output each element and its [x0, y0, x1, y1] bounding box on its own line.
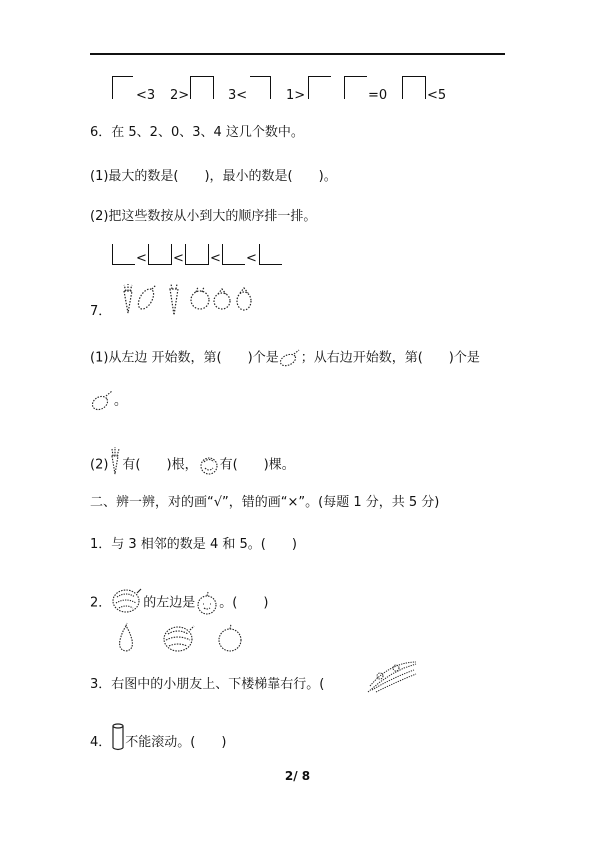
- compare-text: =0: [368, 88, 388, 103]
- ordering-blank[interactable]: [112, 244, 135, 265]
- top-rule: [90, 53, 505, 55]
- answer-box[interactable]: [344, 76, 367, 99]
- question-6-part-1: (1)最大的数是( )，最小的数是( )。: [90, 169, 337, 184]
- ordering-blank[interactable]: [148, 244, 172, 265]
- ordering-blank[interactable]: [185, 244, 209, 265]
- compare-text: <3: [136, 88, 156, 103]
- cabbage-icon: [198, 454, 220, 476]
- answer-box[interactable]: [250, 76, 271, 99]
- question-6-title: 6．在 5、2、0、3、4 这几个数中。: [90, 125, 304, 140]
- question-7-part-1: [90, 349, 480, 368]
- cylinder-icon: [111, 722, 125, 752]
- carrot-icon: [108, 446, 122, 476]
- page-number: 2/ 8: [284, 769, 311, 783]
- stairs-children-icon: [366, 660, 418, 694]
- apple-icon: [195, 591, 219, 615]
- eggplant-icon: [279, 349, 301, 367]
- answer-box[interactable]: [308, 76, 331, 99]
- section-2-question-2: [90, 585, 268, 615]
- answer-box[interactable]: [402, 76, 426, 99]
- answer-box[interactable]: [112, 76, 133, 99]
- vegetables-row-icon: [118, 283, 268, 317]
- question-7-part-1-cont: [90, 390, 127, 412]
- section-2-question-3: 3．右图中的小朋友上、下楼梯靠右行。(: [90, 677, 325, 692]
- less-than-sign: <: [210, 251, 221, 266]
- s2-q2-text-a: 2．: [90, 595, 112, 611]
- q7-part1-text-c: 。: [114, 393, 128, 409]
- q7-part2-text-a: (2): [90, 457, 109, 473]
- answer-box[interactable]: [190, 76, 214, 99]
- less-than-sign: <: [246, 251, 257, 266]
- fruit-row-icon: [110, 622, 246, 654]
- less-than-sign: <: [136, 251, 147, 266]
- question-7-label: 7．: [90, 304, 112, 319]
- s2-q2-text-b: 的左边是: [143, 595, 196, 611]
- watermelon-icon: [111, 585, 143, 615]
- ordering-blank[interactable]: [259, 244, 282, 265]
- compare-text: 1>: [286, 88, 306, 103]
- q7-part2-text-b: 有( )根，: [122, 457, 198, 473]
- ordering-blank[interactable]: [222, 244, 245, 265]
- s2-q4-text-b: 不能滚动。( ): [125, 735, 227, 750]
- eggplant-icon: [90, 390, 114, 412]
- question-7-part-2: [90, 446, 295, 476]
- section-2-question-1: 1．与 3 相邻的数是 4 和 5。( ): [90, 537, 297, 552]
- less-than-sign: <: [173, 251, 184, 266]
- s2-q2-text-c: 。( ): [219, 595, 269, 611]
- q7-part1-text-b: ；从右边开始数，第( )个是: [300, 350, 480, 366]
- q7-part2-text-c: 有( )棵。: [219, 457, 295, 473]
- compare-text: <5: [427, 88, 447, 103]
- s2-q4-text-a: 4．: [90, 735, 112, 750]
- compare-text: 2>: [170, 88, 190, 103]
- section-2-title: 二、辨一辨，对的画“√”，错的画“×”。(每题 1 分，共 5 分): [90, 495, 440, 510]
- q7-part1-text-a: (1)从左边 开始数，第( )个是: [90, 350, 279, 366]
- compare-text: 3<: [228, 88, 248, 103]
- section-2-question-4: [90, 722, 226, 752]
- question-6-part-2: (2)把这些数按从小到大的顺序排一排。: [90, 209, 317, 224]
